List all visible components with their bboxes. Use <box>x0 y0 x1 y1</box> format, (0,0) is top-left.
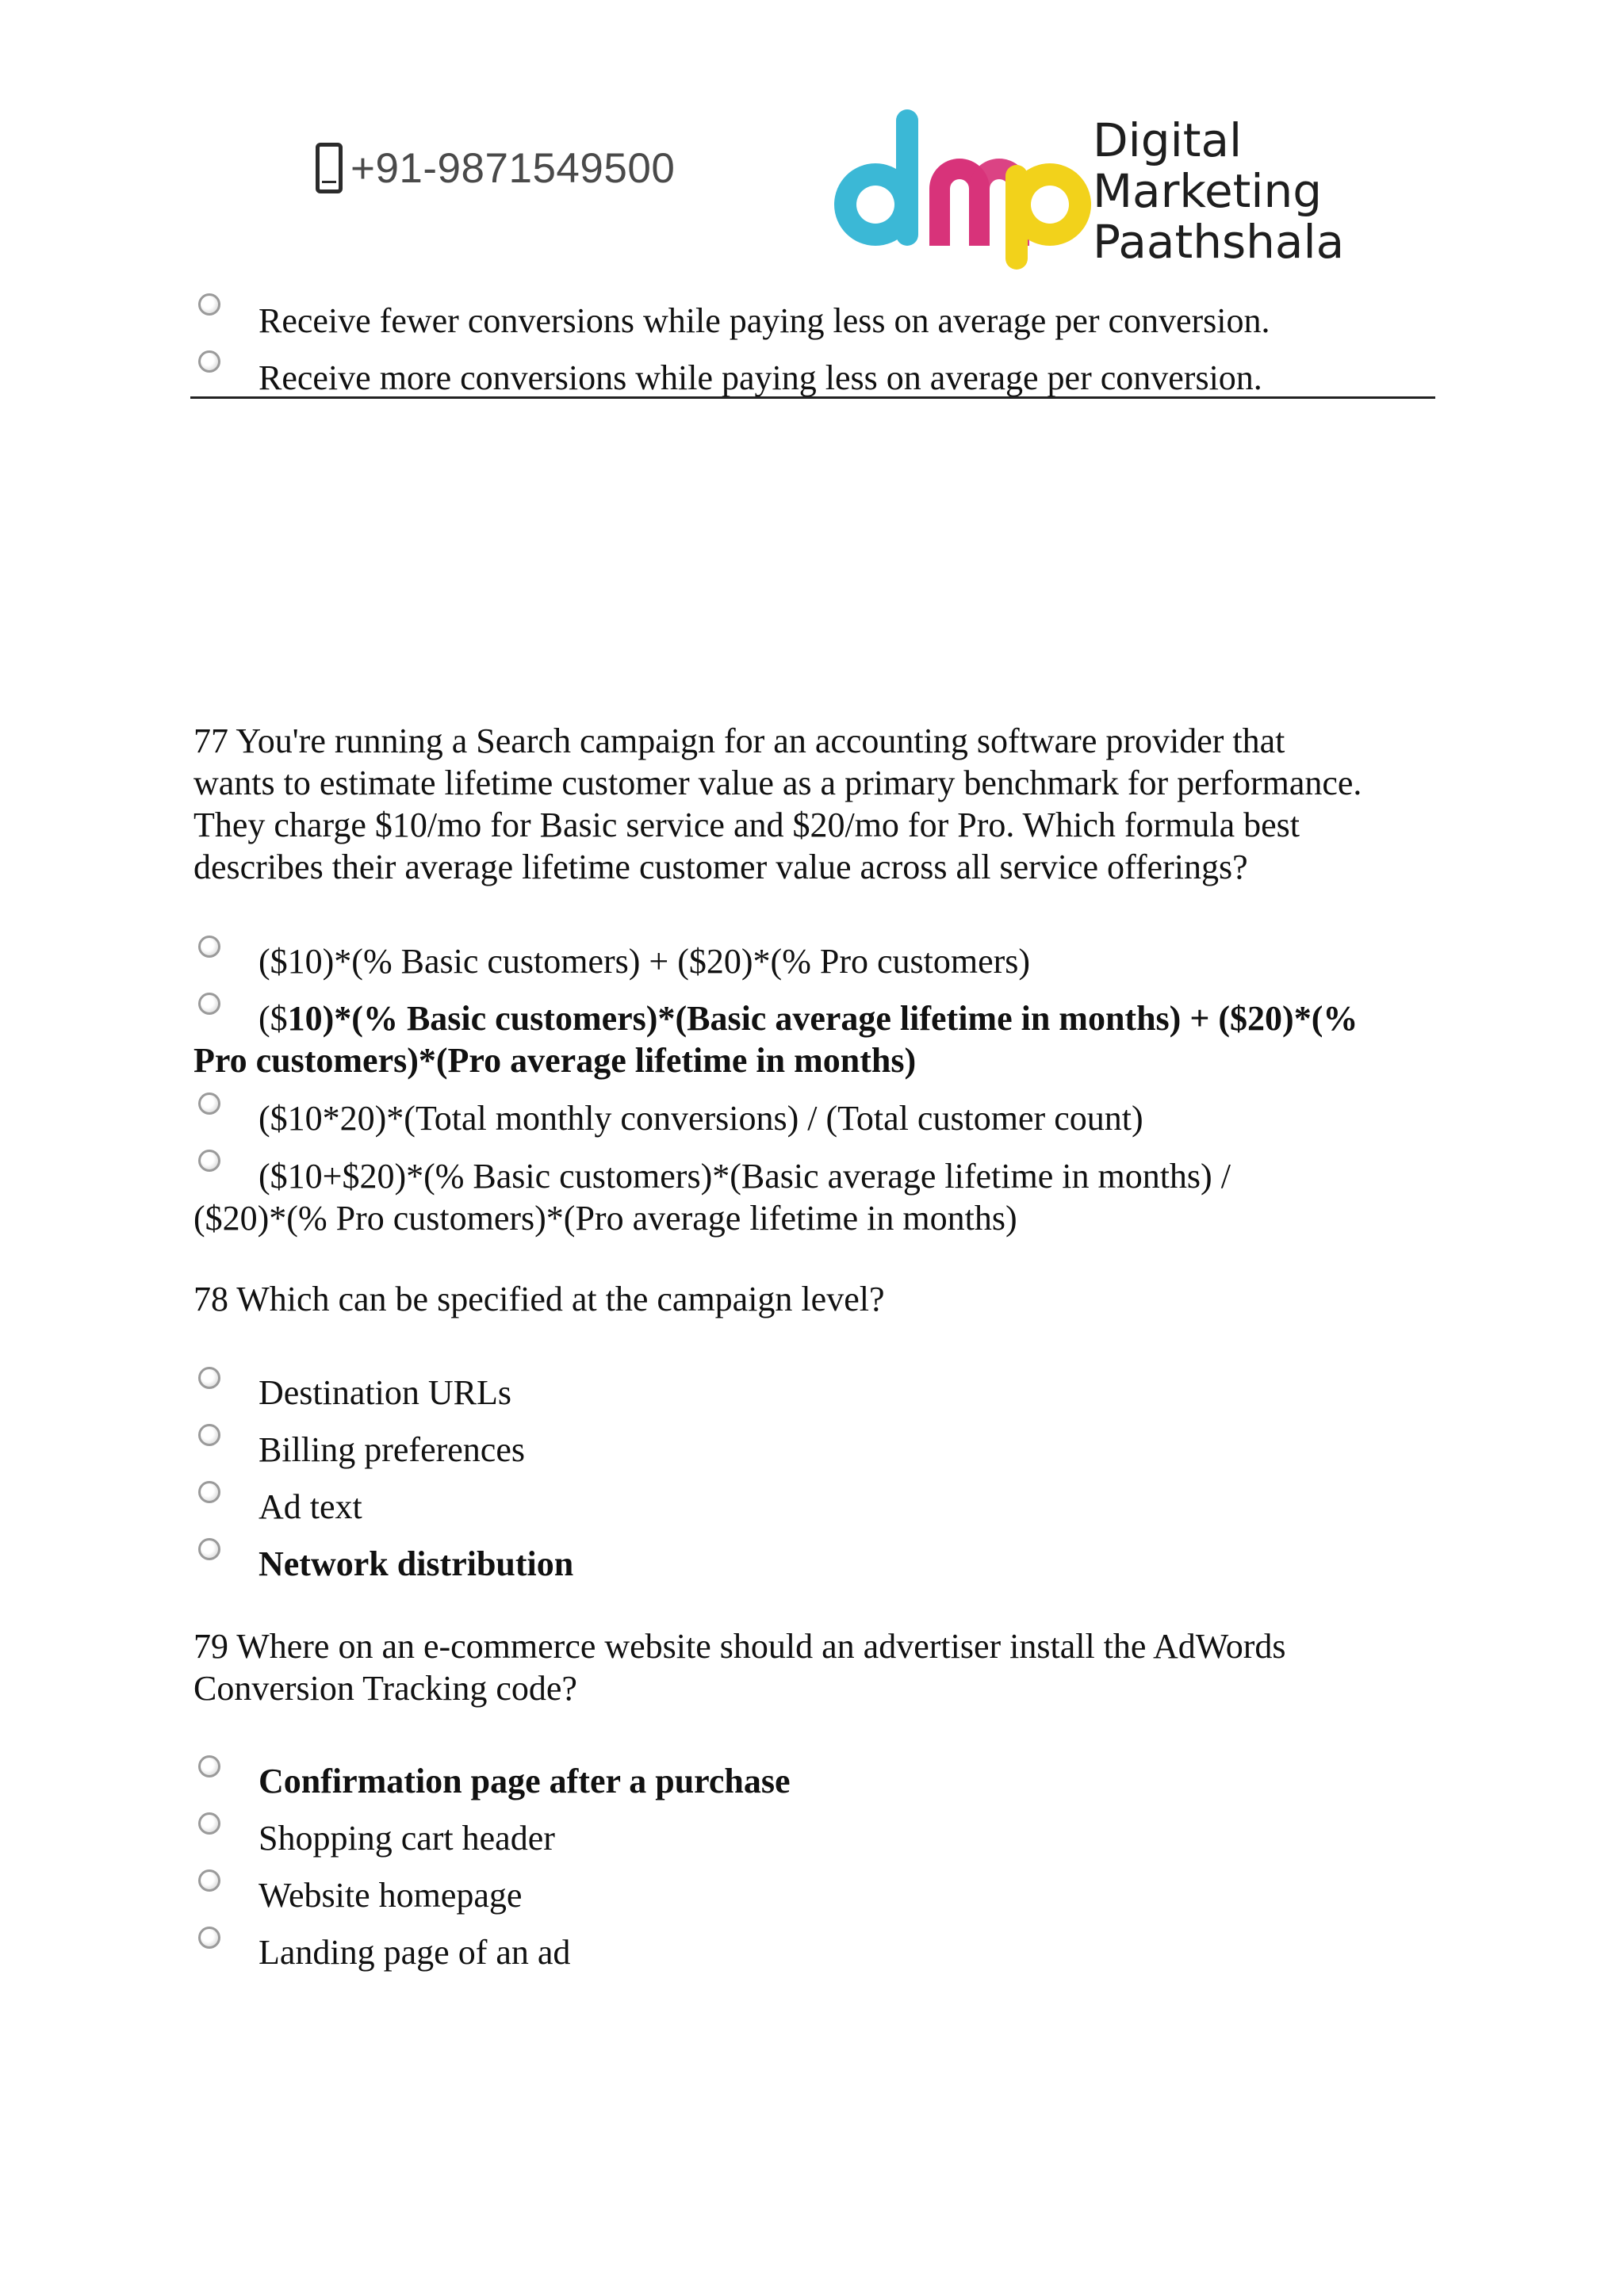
option-text: Billing preferences <box>259 1430 525 1469</box>
option-text: Shopping cart header <box>259 1819 555 1858</box>
correct-option-text: Confirmation page after a purchase <box>259 1762 791 1800</box>
option-prefix: ($ <box>259 999 288 1038</box>
radio-button[interactable] <box>198 1812 220 1835</box>
mobile-phone-icon <box>316 143 343 193</box>
radio-button[interactable] <box>198 1755 220 1777</box>
option-text: ($20)*(% Pro customers)*(Pro average lifetime in months) <box>193 1199 1017 1238</box>
brand-line: Paathshala <box>1093 215 1345 269</box>
option-text: Destination URLs <box>259 1373 511 1412</box>
option-text: ($10)*(% Basic customers) + ($20)*(% Pro customers) <box>259 942 1031 981</box>
correct-option-text: 10)*(% Basic customers)*(Basic average lifetime in months) + ($20)*(% <box>287 999 1358 1038</box>
brand-line: Marketing <box>1093 164 1323 218</box>
radio-button[interactable] <box>198 1481 220 1503</box>
radio-button[interactable] <box>198 1538 220 1560</box>
radio-button[interactable] <box>198 293 220 316</box>
option-text: Website homepage <box>259 1876 523 1915</box>
question-77-line: wants to estimate lifetime customer value as a primary benchmark for performance. <box>193 763 1362 802</box>
question-79-line: Conversion Tracking code? <box>193 1669 577 1708</box>
brand-line: Digital <box>1093 113 1243 167</box>
logo-letter-p <box>1005 163 1091 270</box>
radio-button[interactable] <box>198 1367 220 1389</box>
option-text: ($10+$20)*(% Basic customers)*(Basic average lifetime in months) / <box>259 1157 1231 1196</box>
option-text: Receive fewer conversions while paying less on average per conversion. <box>259 301 1270 340</box>
radio-button[interactable] <box>198 1093 220 1115</box>
radio-button[interactable] <box>198 350 220 373</box>
question-divider <box>190 396 1435 399</box>
phone-contact <box>316 143 675 193</box>
radio-button[interactable] <box>198 1869 220 1892</box>
radio-button[interactable] <box>198 1150 220 1172</box>
radio-button[interactable] <box>198 1927 220 1949</box>
logo-letter-d <box>834 109 918 246</box>
option-text: Landing page of an ad <box>259 1933 571 1972</box>
radio-button[interactable] <box>198 936 220 958</box>
question-77-line: 77 You're running a Search campaign for an accounting software provider that <box>193 721 1285 760</box>
radio-button[interactable] <box>198 993 220 1015</box>
question-78: 78 Which can be specified at the campaign level? <box>193 1280 885 1318</box>
correct-option-text: Network distribution <box>259 1544 574 1583</box>
radio-button[interactable] <box>198 1424 220 1446</box>
question-79-line: 79 Where on an e-commerce website should an advertiser install the AdWords <box>193 1627 1286 1666</box>
question-77-line: describes their average lifetime customer value across all service offerings? <box>193 848 1248 886</box>
correct-option <box>259 997 1358 1039</box>
option-text: Receive more conversions while paying less on average per conversion. <box>259 358 1262 397</box>
option-text: Ad text <box>259 1487 362 1526</box>
option-text: ($10*20)*(Total monthly conversions) / (Total customer count) <box>259 1099 1143 1138</box>
phone-number: +91-9871549500 <box>350 144 676 192</box>
question-77-line: They charge $10/mo for Basic service and $20/mo for Pro. Which formula best <box>193 806 1300 844</box>
correct-option-text: Pro customers)*(Pro average lifetime in months) <box>193 1041 917 1080</box>
brand-name <box>1093 115 1344 267</box>
